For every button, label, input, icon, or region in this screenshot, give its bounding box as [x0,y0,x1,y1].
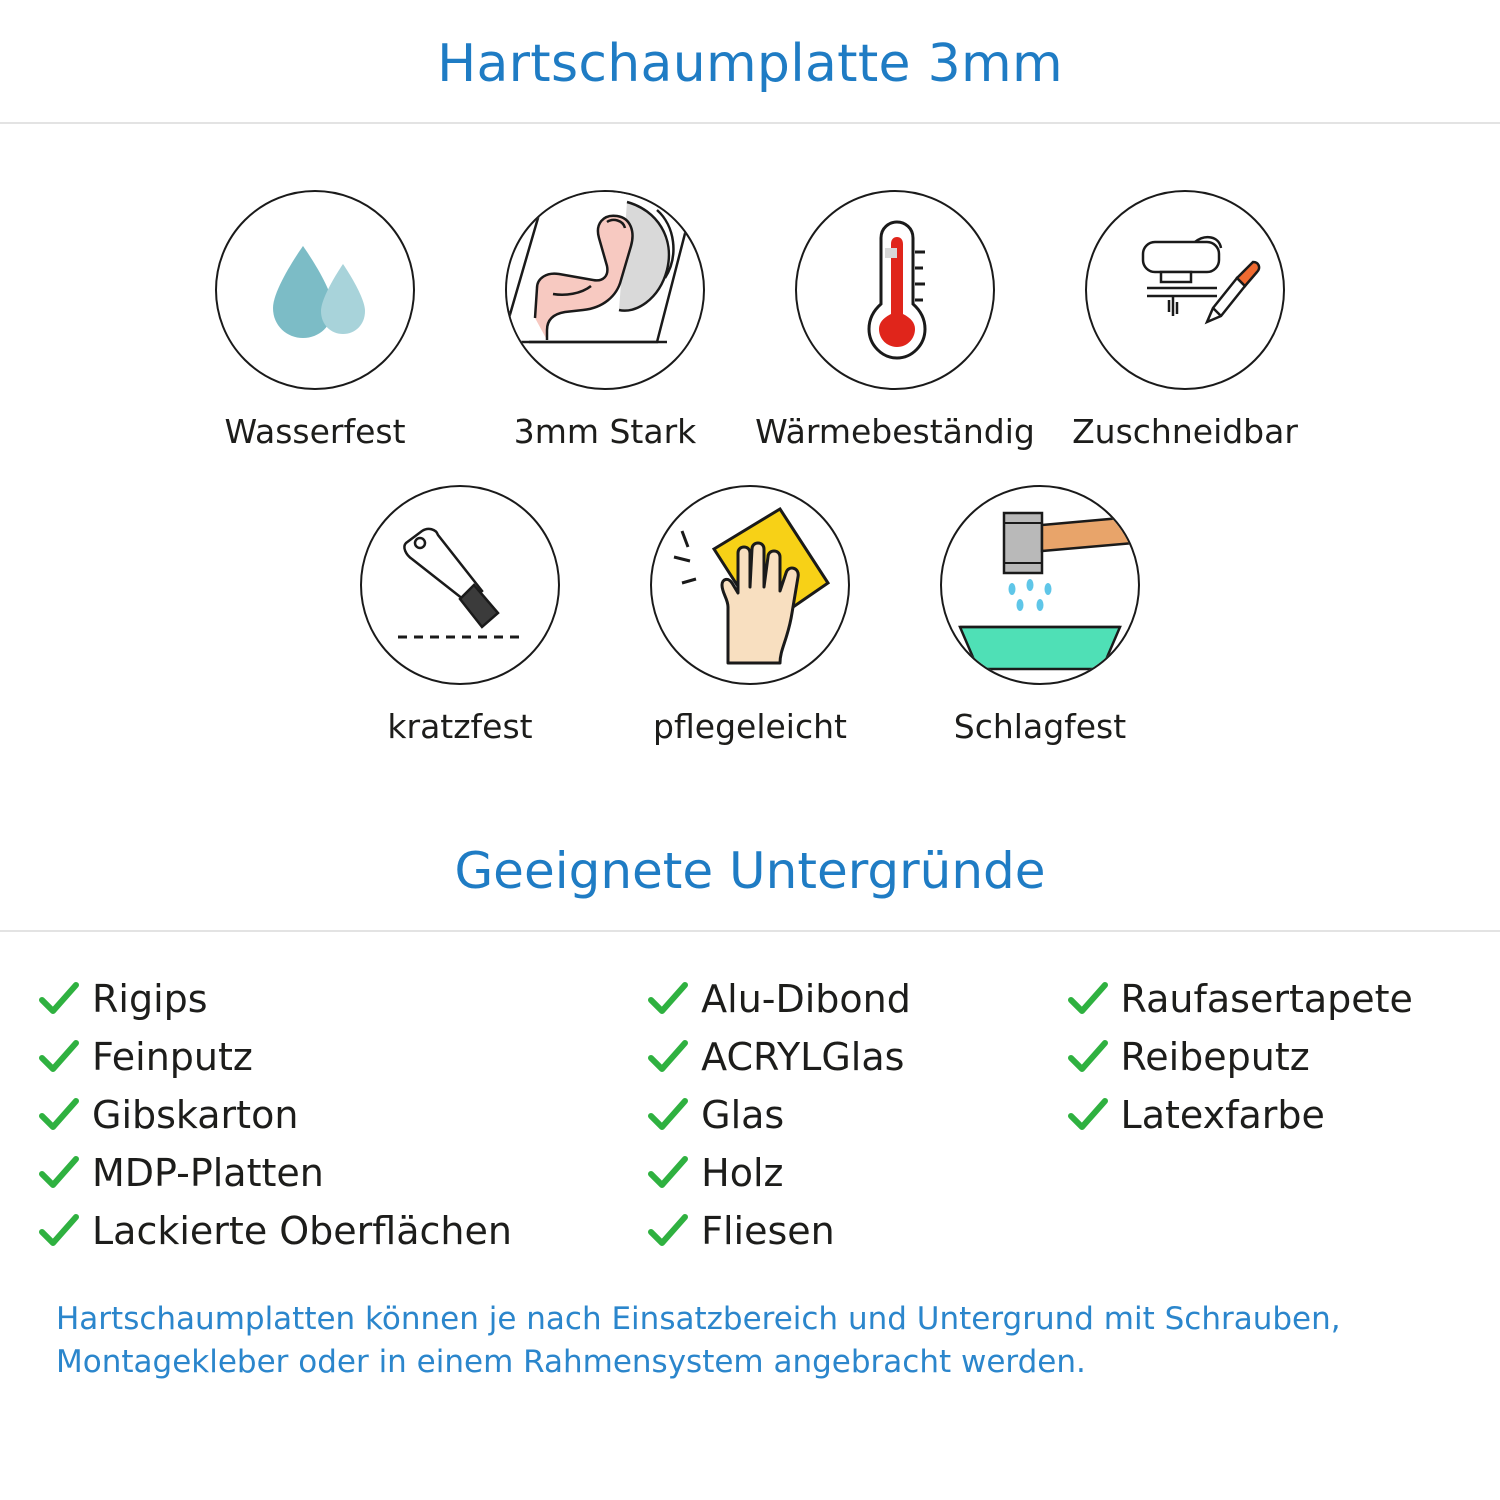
feature-wasserfest [170,190,460,451]
feature-schlagfest [895,485,1185,746]
list-item [36,970,645,1028]
check-icon [36,981,82,1017]
feature-pflegeleicht [605,485,895,746]
feature-label: Schlagfest [953,707,1127,746]
list-item-label: Lackierte Oberflächen [92,1209,512,1253]
list-item [645,970,1064,1028]
hand-cloth-icon [650,485,850,685]
feature-3mm-stark [460,190,750,451]
list-item [36,1086,645,1144]
thermometer-icon [795,190,995,390]
list-item-label: Rigips [92,977,208,1021]
list-item [36,1202,645,1260]
feature-label: Wasserfest [224,412,406,451]
feature-kratzfest [315,485,605,746]
check-icon [1065,1039,1111,1075]
header-divider [0,122,1500,124]
list-item-label: Fliesen [701,1209,835,1253]
feature-label: 3mm Stark [513,412,697,451]
knife-scratch-icon [360,485,560,685]
list-item [1065,970,1464,1028]
feature-label: pflegeleicht [653,707,847,746]
feature-zuschneidbar [1040,190,1330,451]
check-icon [645,1213,691,1249]
strong-arm-icon [505,190,705,390]
list-item-label: Glas [701,1093,785,1137]
substrate-column-3 [1065,970,1464,1260]
feature-label: kratzfest [387,707,533,746]
list-item [645,1144,1064,1202]
list-item [645,1028,1064,1086]
list-item-label: Raufasertapete [1120,977,1413,1021]
feature-label: Wärmebeständig [755,412,1035,451]
check-icon [645,1039,691,1075]
list-item [36,1144,645,1202]
substrate-lists [0,970,1500,1260]
check-icon [645,1155,691,1191]
list-item-label: Reibeputz [1120,1035,1310,1079]
features-row-2 [0,485,1500,746]
hammer-impact-icon [940,485,1140,685]
check-icon [36,1213,82,1249]
check-icon [645,1097,691,1133]
check-icon [645,981,691,1017]
footer-note: Hartschaumplatten können je nach Einsatzbereich und Untergrund mit Schrauben, Montagekleber oder in einem Rahmensystem angebracht werden. [56,1301,1341,1380]
feature-waermebestaendig [750,190,1040,451]
list-item [645,1086,1064,1144]
list-item [645,1202,1064,1260]
list-item [1065,1086,1464,1144]
section-title-substrates: Geeignete Untergründe [454,842,1046,900]
check-icon [1065,981,1111,1017]
check-icon [1065,1097,1111,1133]
substrate-column-1 [36,970,645,1260]
list-item [36,1028,645,1086]
list-item-label: Gibskarton [92,1093,299,1137]
list-item-label: Holz [701,1151,784,1195]
list-item [1065,1028,1464,1086]
list-item-label: Latexfarbe [1120,1093,1325,1137]
section-divider [0,930,1500,932]
features-row-1 [0,190,1500,451]
water-drops-icon [215,190,415,390]
list-item-label: MDP-Platten [92,1151,324,1195]
check-icon [36,1039,82,1075]
list-item-label: Feinputz [92,1035,253,1079]
list-item-label: Alu-Dibond [701,977,911,1021]
feature-label: Zuschneidbar [1072,412,1298,451]
page-title: Hartschaumplatte 3mm [437,34,1063,94]
substrate-column-2 [645,970,1064,1260]
list-item-label: ACRYLGlas [701,1035,905,1079]
check-icon [36,1155,82,1191]
check-icon [36,1097,82,1133]
jigsaw-cutter-icon [1085,190,1285,390]
